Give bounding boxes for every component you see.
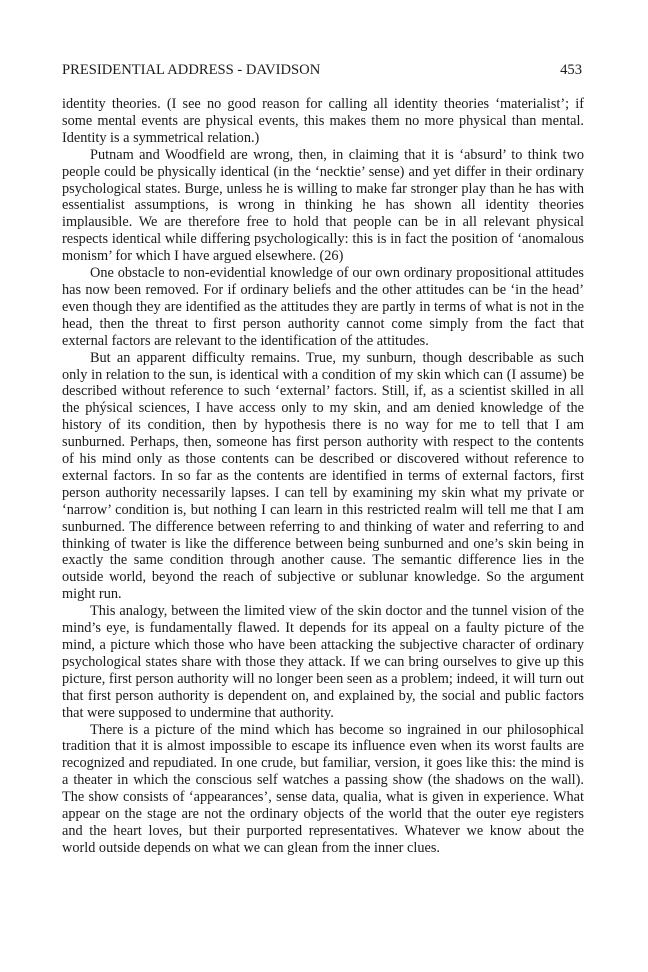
paragraph: This analogy, between the limited view of the skin doctor and the tunnel vision of the mind’s eye, is fundamentally flawed. It depends for its appeal on a faulty picture of the mind, a picture which those who have been attacking the subjective character of ordinary psychological states share with those they attack. If we can bring ourselves to give up this picture, first person authority will no longer been seen as a problem; indeed, it will turn out that first person authority is dependent on, and explained by, the social and public factors that were supposed to undermine that authority. [62,603,584,721]
running-header [62,62,582,82]
paragraph: Putnam and Woodfield are wrong, then, in claiming that it is ‘absurd’ to think two people could be physically identical (in the ‘necktie’ sense) and yet differ in their ordinary psychological states. Burge, unless he is willing to make far stronger play than he has with essentialist assumptions, is wrong in thinking he has shown all identity theories implausible. We are therefore free to hold that people can be in all relevant physical respects identical while differing psychologically: this is in fact the position of ‘anomalous monism’ for which I have argued elsewhere. (26) [62,146,584,265]
paragraph: There is a picture of the mind which has become so ingrained in our philosophical tradition that it is almost impossible to escape its influence even when its worst faults are recognized and repudiated. In one crude, but familiar, version, it goes like this: the mind is a theater in which the conscious self watches a passing show (the shadows on the wall). The show consists of ‘appearances’, sense data, qualia, what is given in experience. What appear on the stage are not the ordinary objects of the world that the outer eye registers and the heart loves, but their purported representatives. Whatever we know about the world outside depends on what we can glean from the inner clues. [62,721,584,856]
paragraph: identity theories. (I see no good reason for calling all identity theories ‘materialist’; if some mental events are physical events, this makes them no more physical than mental. Identity is a symmetrical relation.) [62,96,584,146]
paragraph: But an apparent difficulty remains. True, my sunburn, though describable as such only in relation to the sun, is identical with a condition of my skin which can (I assume) be described without reference to such ‘external’ factors. Still, if, as a scientist skilled in all the phýsical sciences, I have access only to my skin, and am denied knowledge of the history of its condition, then by hypothesis there is no way for me to tell that I am sunburned. Perhaps, then, someone has first person authority with respect to the contents of his mind only as those contents can be described or discovered without reference to external factors. In so far as the contents are identified in terms of external factors, first person authority necessarily lapses. I can tell by examining my skin what my private or ‘narrow’ condition is, but nothing I can learn in this restricted realm will tell me that I am sunburned. The difference between referring to and thinking of water and referring to and thinking of twater is like the difference between being sunburned and one’s skin being in exactly the same condition through another cause. The semantic difference lies in the outside world, beyond the reach of subjective or sublunar knowledge. So the argument might run. [62,349,584,603]
page-number: 453 [560,62,582,78]
running-title: PRESIDENTIAL ADDRESS - DAVIDSON [62,62,321,78]
body-text [62,96,584,857]
paragraph: One obstacle to non-evidential knowledge of our own ordinary propositional attitudes has now been removed. For if ordinary beliefs and the other attitudes can be ‘in the head’ even though they are identified as the attitudes they are partly in terms of what is not in the head, then the threat to first person authority cannot come simply from the fact that external factors are relevant to the identification of the attitudes. [62,265,584,349]
